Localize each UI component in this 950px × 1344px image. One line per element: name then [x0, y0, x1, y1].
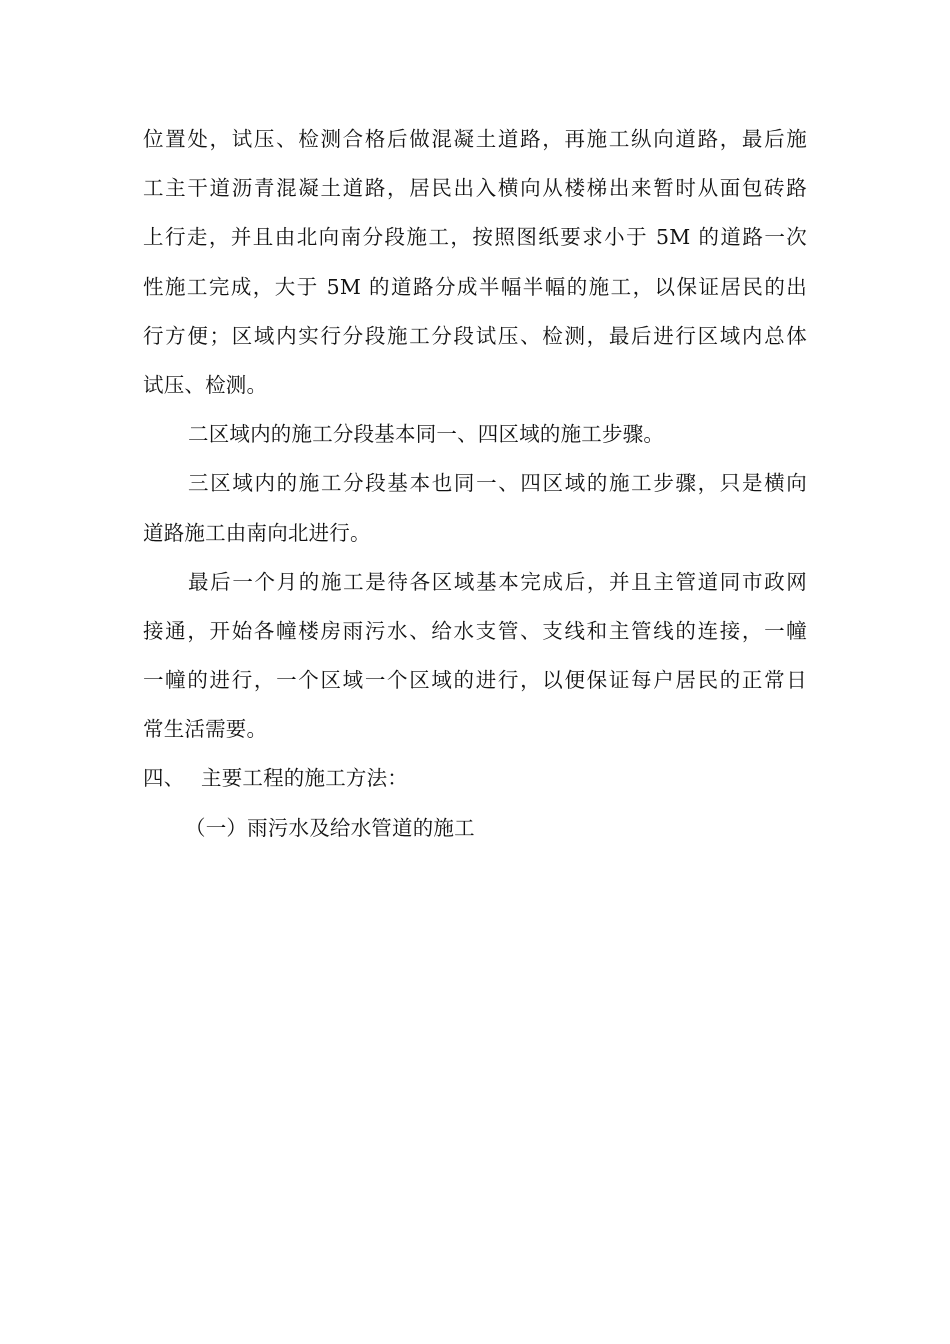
text-line: 一幢的进行，一个区域一个区域的进行，以便保证每户居民的正常日 [143, 668, 807, 693]
text-line: 道路施工由南向北进行。 [143, 520, 371, 545]
section-heading [143, 754, 807, 803]
section-number: 四、 [143, 766, 185, 791]
text-line: 工主干道沥青混凝土道路，居民出入横向从楼梯出来暂时从面包砖路 [143, 176, 807, 201]
section-title: 主要工程的施工方法： [201, 766, 408, 791]
text-line: 三区域内的施工分段基本也同一、四区域的施工步骤，只是横向 [188, 471, 807, 496]
paragraph-zone-two [143, 410, 807, 459]
text-line: 性施工完成，大于 5M 的道路分成半幅半幅的施工，以保证居民的出 [143, 274, 807, 299]
text-line: 常生活需要。 [143, 717, 268, 742]
text-line: 二区域内的施工分段基本同一、四区域的施工步骤。 [188, 422, 665, 447]
text-line: 接通，开始各幢楼房雨污水、给水支管、支线和主管线的连接，一幢 [143, 618, 807, 643]
document-body [143, 115, 807, 853]
paragraph-zone-three [143, 459, 807, 557]
subsection-heading: （一）雨污水及给水管道的施工 [185, 815, 475, 840]
text-line: 试压、检测。 [143, 372, 268, 397]
paragraph-final-month [143, 558, 807, 755]
text-line: 最后一个月的施工是待各区域基本完成后，并且主管道同市政网 [188, 569, 807, 594]
text-line: 行方便；区域内实行分段施工分段试压、检测，最后进行区域内总体 [143, 323, 807, 348]
text-line: 位置处，试压、检测合格后做混凝土道路，再施工纵向道路，最后施 [143, 127, 807, 151]
paragraph-continuation [143, 115, 807, 410]
text-line: 上行走，并且由北向南分段施工，按照图纸要求小于 5M 的道路一次 [143, 225, 807, 250]
